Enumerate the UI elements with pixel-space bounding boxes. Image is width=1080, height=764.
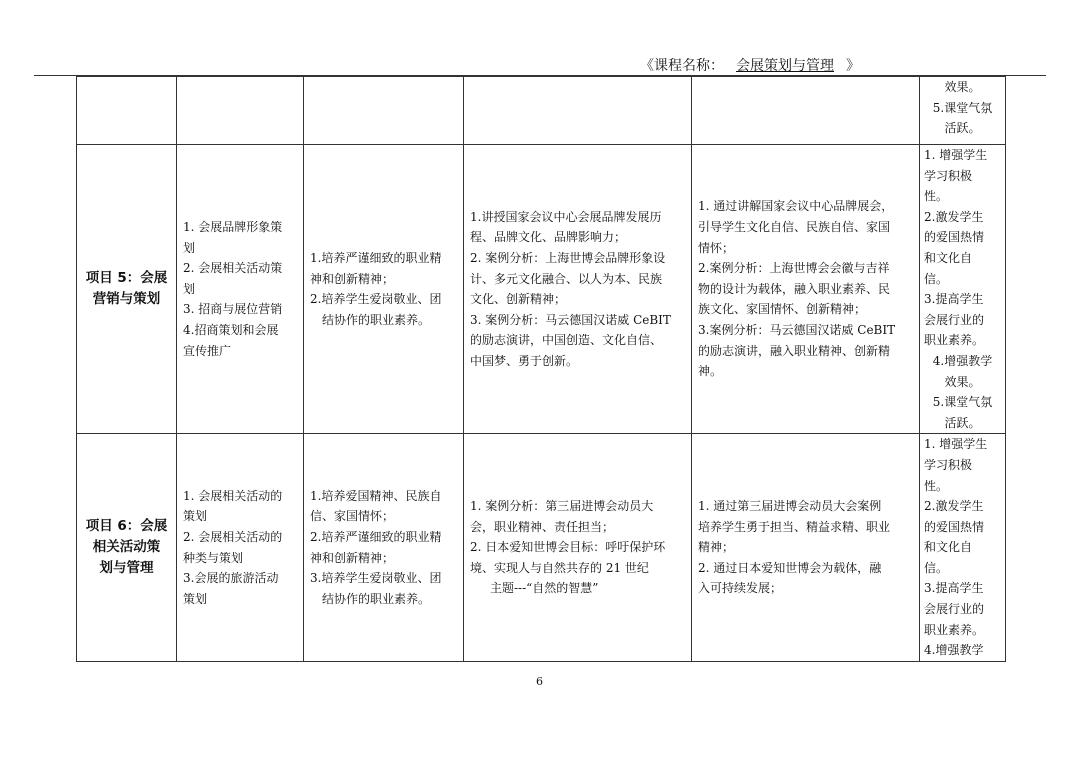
content-line: 3.会展的旅游活动 <box>183 571 279 586</box>
method-cell <box>692 434 920 662</box>
case-line: 会，职业精神、责任担当； <box>470 519 615 534</box>
case-line: 计、多元文化融合、以人为本、民族 <box>470 271 663 286</box>
method-line: 引导学生文化自信、民族自信、家国 <box>698 220 891 235</box>
eval-cell <box>920 434 1006 662</box>
case-line: 中国梦、勇于创新。 <box>470 353 579 368</box>
project-cell <box>77 434 177 662</box>
content-line: 2. 会展相关活动的 <box>183 529 283 544</box>
goal-line: 1.培养严谨细致的职业精 <box>310 250 442 265</box>
goal-line: 2.培养严谨细致的职业精 <box>310 529 442 544</box>
case-line: 2. 日本爱知世博会目标：呼吁保护环 <box>470 540 666 555</box>
eval-line: 会展行业的 <box>924 602 985 617</box>
goal-cell <box>304 77 464 145</box>
method-line: 2. 通过日本爱知世博会为载体，融 <box>698 560 882 575</box>
method-cell <box>692 77 920 145</box>
method-line: 2.案例分析：上海世博会会徽与吉祥 <box>698 261 890 276</box>
method-line: 1. 通过第三届进博会动员大会案例 <box>698 499 882 514</box>
eval-line: 活跃。 <box>944 415 981 430</box>
method-line: 精神； <box>698 540 735 555</box>
eval-line: 活跃。 <box>944 121 981 136</box>
method-line: 的励志演讲，融入职业精神、创新精 <box>698 343 891 358</box>
table-row-project-5 <box>77 145 1006 434</box>
project-title-line: 营销与策划 <box>92 291 161 308</box>
eval-line: 的爱国热情 <box>924 519 985 534</box>
eval-line: 和文化自 <box>924 250 973 265</box>
eval-line: 和文化自 <box>924 540 973 555</box>
case-cell <box>464 77 692 145</box>
eval-line: 效果。 <box>944 374 981 389</box>
eval-line: 学习积极 <box>924 457 973 472</box>
eval-line: 3.提高学生 <box>924 581 984 596</box>
eval-line: 2.激发学生 <box>924 499 984 514</box>
eval-line: 1. 增强学生 <box>924 148 988 162</box>
eval-line: 职业素养。 <box>924 333 985 348</box>
eval-line: 4.增强教学 <box>924 643 984 658</box>
eval-line: 3.提高学生 <box>924 292 984 307</box>
case-line: 的励志演讲，中国创造、文化自信、 <box>470 333 663 348</box>
eval-line: 2.激发学生 <box>924 209 984 224</box>
method-line: 情怀； <box>698 240 735 255</box>
content-line: 策划 <box>183 509 208 524</box>
content-cell <box>177 77 304 145</box>
method-line: 族文化、家国情怀、创新精神； <box>698 302 867 317</box>
project-cell <box>77 77 177 145</box>
content-cell <box>177 434 304 662</box>
project-title-line: 划与管理 <box>99 560 154 577</box>
project-title-line: 相关活动策 <box>92 539 161 556</box>
goal-cell <box>304 434 464 662</box>
course-table <box>76 76 1006 662</box>
table-row-continued <box>77 77 1006 145</box>
method-line: 神。 <box>698 364 723 379</box>
method-line: 3.案例分析：马云德国汉诺威 CeBIT <box>698 323 896 338</box>
eval-line: 5.课堂气氛 <box>932 100 993 115</box>
content-cell <box>177 145 304 434</box>
goal-line: 神和创新精神； <box>310 271 395 286</box>
eval-line: 职业素养。 <box>924 622 985 637</box>
eval-line: 5.课堂气氛 <box>932 395 993 410</box>
content-line: 3. 招商与展位营销 <box>183 302 283 317</box>
case-line: 文化、创新精神； <box>470 292 567 307</box>
case-line: 1. 案例分析：第三届进博会动员大 <box>470 499 654 514</box>
eval-line: 信。 <box>924 560 949 575</box>
case-line: 3. 案例分析：马云德国汉诺威 CeBIT <box>470 312 671 327</box>
eval-line: 4.增强教学 <box>932 353 993 368</box>
eval-line: 信。 <box>924 271 949 286</box>
method-line: 1. 通过讲解国家会议中心品牌展会， <box>698 199 894 214</box>
content-line: 2. 会展相关活动策 <box>183 261 283 276</box>
eval-line: 性。 <box>924 478 949 493</box>
course-name: 会展策划与管理 <box>736 58 834 74</box>
page-header <box>640 55 860 75</box>
eval-line: 效果。 <box>944 80 981 94</box>
goal-cell <box>304 145 464 434</box>
goal-line: 1.培养爱国精神、民族自 <box>310 488 442 503</box>
case-line: 1.讲授国家会议中心会展品牌发展历 <box>470 209 662 224</box>
case-line: 程、品牌文化、品牌影响力； <box>470 230 627 245</box>
case-cell <box>464 145 692 434</box>
goal-line: 3.培养学生爱岗敬业、团 <box>310 571 442 586</box>
page-number: 6 <box>536 675 543 688</box>
goal-line: 2.培养学生爱岗敬业、团 <box>310 292 442 307</box>
content-line: 1. 会展品牌形象策 <box>183 220 283 235</box>
method-line: 入可持续发展； <box>698 581 783 596</box>
table-row-project-6 <box>77 434 1006 662</box>
eval-line: 的爱国热情 <box>924 230 985 245</box>
eval-cell <box>920 77 1006 145</box>
case-cell <box>464 434 692 662</box>
content-line: 1. 会展相关活动的 <box>183 488 283 503</box>
goal-line: 信、家国情怀； <box>310 509 395 524</box>
case-line: 境、实现人与自然共存的 21 世纪 <box>470 560 649 575</box>
content-line: 宣传推广 <box>183 343 232 358</box>
content-line: 种类与策划 <box>183 550 244 565</box>
content-line: 策划 <box>183 591 208 606</box>
content-line: 划 <box>183 240 196 255</box>
eval-line: 性。 <box>924 189 949 204</box>
method-line: 物的设计为载体，融入职业素养、民 <box>698 281 891 296</box>
method-cell <box>692 145 920 434</box>
goal-line: 神和创新精神； <box>310 550 395 565</box>
project-title-line: 项目 5：会展 <box>85 270 168 287</box>
goal-line: 结协作的职业素养。 <box>322 591 431 606</box>
content-line: 4.招商策划和会展 <box>183 323 279 338</box>
project-title-line: 项目 6：会展 <box>85 518 168 535</box>
content-line: 划 <box>183 281 196 296</box>
eval-cell <box>920 145 1006 434</box>
eval-line: 学习积极 <box>924 168 973 183</box>
goal-line: 结协作的职业素养。 <box>322 312 431 327</box>
eval-line: 1. 增强学生 <box>924 437 988 452</box>
method-line: 培养学生勇于担当、精益求精、职业 <box>698 519 891 534</box>
case-line: 2. 案例分析：上海世博会品牌形象设 <box>470 250 666 265</box>
case-line: 主题---“自然的智慧” <box>490 581 599 596</box>
eval-line: 会展行业的 <box>924 312 985 327</box>
header-suffix: 》 <box>846 58 860 74</box>
header-prefix: 《课程名称： <box>640 58 724 74</box>
project-cell <box>77 145 177 434</box>
